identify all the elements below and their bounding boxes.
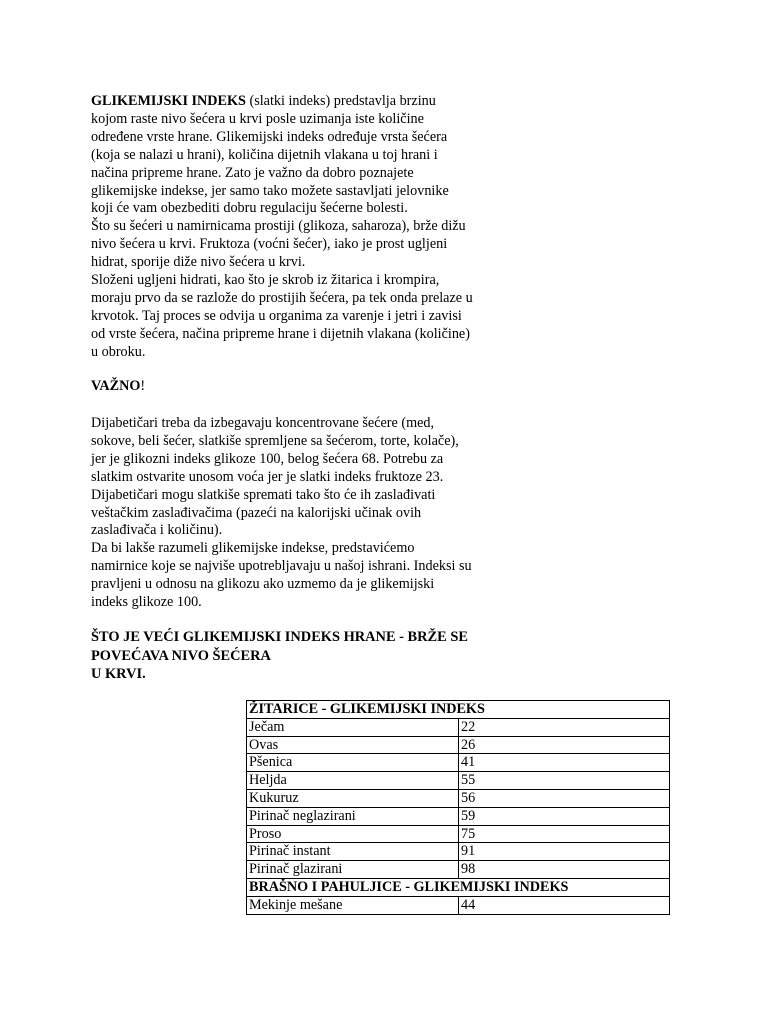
- food-name-cell: Kukuruz: [247, 789, 459, 807]
- section-title-flour: BRAŠNO I PAHULJICE - GLIKEMIJSKI INDEKS: [247, 878, 670, 896]
- index-value-cell: 41: [459, 754, 670, 772]
- intro-paragraph: [91, 93, 521, 362]
- section-heading: [91, 628, 521, 684]
- intro-line: od vrste šećera, načina pripreme hrane i dijetnih vlakana (količine): [91, 325, 470, 342]
- intro-line-rest: (slatki indeks) predstavlja brzinu: [245, 93, 436, 109]
- index-value-cell: 26: [459, 736, 670, 754]
- table-row: [247, 772, 670, 790]
- index-value-cell: 56: [459, 789, 670, 807]
- section-title-grains: ŽITARICE - GLIKEMIJSKI INDEKS: [247, 701, 670, 719]
- intro-line: (koja se nalazi u hrani), količina dijetnih vlakana u toj hrani i: [91, 146, 438, 163]
- diabetics-line: sokove, beli šećer, slatkiše spremljene sa šećerom, torte, kolače),: [91, 432, 459, 449]
- diabetics-line: slatkim ostvarite unosom voća jer je slatki indeks fruktoze 23.: [91, 468, 444, 485]
- diabetics-line: namirnice koje se najviše upotrebljavaju u našoj ishrani. Indeksi su: [91, 558, 472, 575]
- intro-line: Što su šećeri u namirnicama prostiji (glikoza, saharoza), brže dižu: [91, 218, 466, 235]
- heading-line: ŠTO JE VEĆI GLIKEMIJSKI INDEKS HRANE - BRŽE SE: [91, 629, 468, 645]
- intro-line: krvotok. Taj proces se odvija u organima za varenje i jetri i zavisi: [91, 307, 462, 324]
- table-row: [247, 789, 670, 807]
- food-name-cell: Pirinač glazirani: [247, 861, 459, 879]
- diabetics-line: jer je glikozni indeks glikoze 100, belog šećera 68. Potrebu za: [91, 450, 444, 467]
- diabetics-line: veštačkim zaslađivačima (pazeći na kalorijski učinak ovih: [91, 504, 422, 521]
- food-name-cell: Proso: [247, 825, 459, 843]
- food-name-cell: Ječam: [247, 718, 459, 736]
- table-section-row: [247, 878, 670, 896]
- table-row: [247, 843, 670, 861]
- index-value-cell: 91: [459, 843, 670, 861]
- table-row: [247, 861, 670, 879]
- table-row: [247, 754, 670, 772]
- table-row: [247, 736, 670, 754]
- index-value-cell: 22: [459, 718, 670, 736]
- intro-line: [91, 93, 521, 111]
- table-row: [247, 807, 670, 825]
- diabetics-line: Da bi lakše razumeli glikemijske indekse, predstavićemo: [91, 540, 415, 557]
- intro-line: načina pripreme hrane. Zato je važno da dobro poznajete: [91, 164, 414, 181]
- intro-line: koji će vam obezbediti dobru regulaciju šećerne bolesti.: [91, 200, 408, 217]
- food-name-cell: Mekinje mešane: [247, 896, 459, 914]
- index-value-cell: 55: [459, 772, 670, 790]
- food-name-cell: Ovas: [247, 736, 459, 754]
- diabetics-line: indeks glikoze 100.: [91, 594, 202, 611]
- index-value-cell: 44: [459, 896, 670, 914]
- food-name-cell: Pirinač instant: [247, 843, 459, 861]
- food-name-cell: Pšenica: [247, 754, 459, 772]
- table-row: [247, 718, 670, 736]
- intro-line: Složeni ugljeni hidrati, kao što je skrob iz žitarica i krompira,: [91, 272, 440, 289]
- intro-line: nivo šećera u krvi. Fruktoza (voćni šećer), iako je prost ugljeni: [91, 236, 448, 253]
- glycemic-index-table: [246, 700, 670, 915]
- food-name-cell: Pirinač neglazirani: [247, 807, 459, 825]
- intro-line: određene vrste hrane. Glikemijski indeks određuje vrsta šećera: [91, 128, 448, 145]
- heading-line: POVEĆAVA NIVO ŠEĆERA: [91, 647, 271, 664]
- important-label: VAŽNO: [91, 378, 141, 394]
- important-mark: !: [140, 378, 146, 394]
- intro-line: kojom raste nivo šećera u krvi posle uzimanja iste količine: [91, 110, 424, 127]
- diabetics-line: Dijabetičari mogu slatkiše spremati tako što će ih zaslađivati: [91, 486, 436, 503]
- diabetics-line: pravljeni u odnosu na glikozu ako uzmemo da je glikemijski: [91, 576, 435, 593]
- intro-line: hidrat, sporije diže nivo šećera u krvi.: [91, 254, 306, 271]
- index-value-cell: 75: [459, 825, 670, 843]
- food-name-cell: Heljda: [247, 772, 459, 790]
- table-row: [247, 825, 670, 843]
- intro-line: glikemijske indekse, jer samo tako možete sastavljati jelovnike: [91, 182, 449, 199]
- glycemic-index-term: GLIKEMIJSKI INDEKS: [91, 93, 246, 109]
- diabetics-line: zaslađivača i količinu).: [91, 522, 223, 539]
- important-heading: [91, 378, 521, 396]
- table-row: [247, 896, 670, 914]
- important-note: [91, 378, 521, 396]
- intro-line: u obroku.: [91, 343, 146, 360]
- heading-line: U KRVI.: [91, 666, 146, 682]
- diabetics-line: Dijabetičari treba da izbegavaju koncentrovane šećere (med,: [91, 415, 435, 431]
- index-value-cell: 98: [459, 861, 670, 879]
- index-value-cell: 59: [459, 807, 670, 825]
- intro-line: moraju prvo da se razlože do prostijih šećera, pa tek onda prelaze u: [91, 289, 473, 306]
- table-section-row: [247, 701, 670, 719]
- diabetics-paragraph: [91, 415, 521, 612]
